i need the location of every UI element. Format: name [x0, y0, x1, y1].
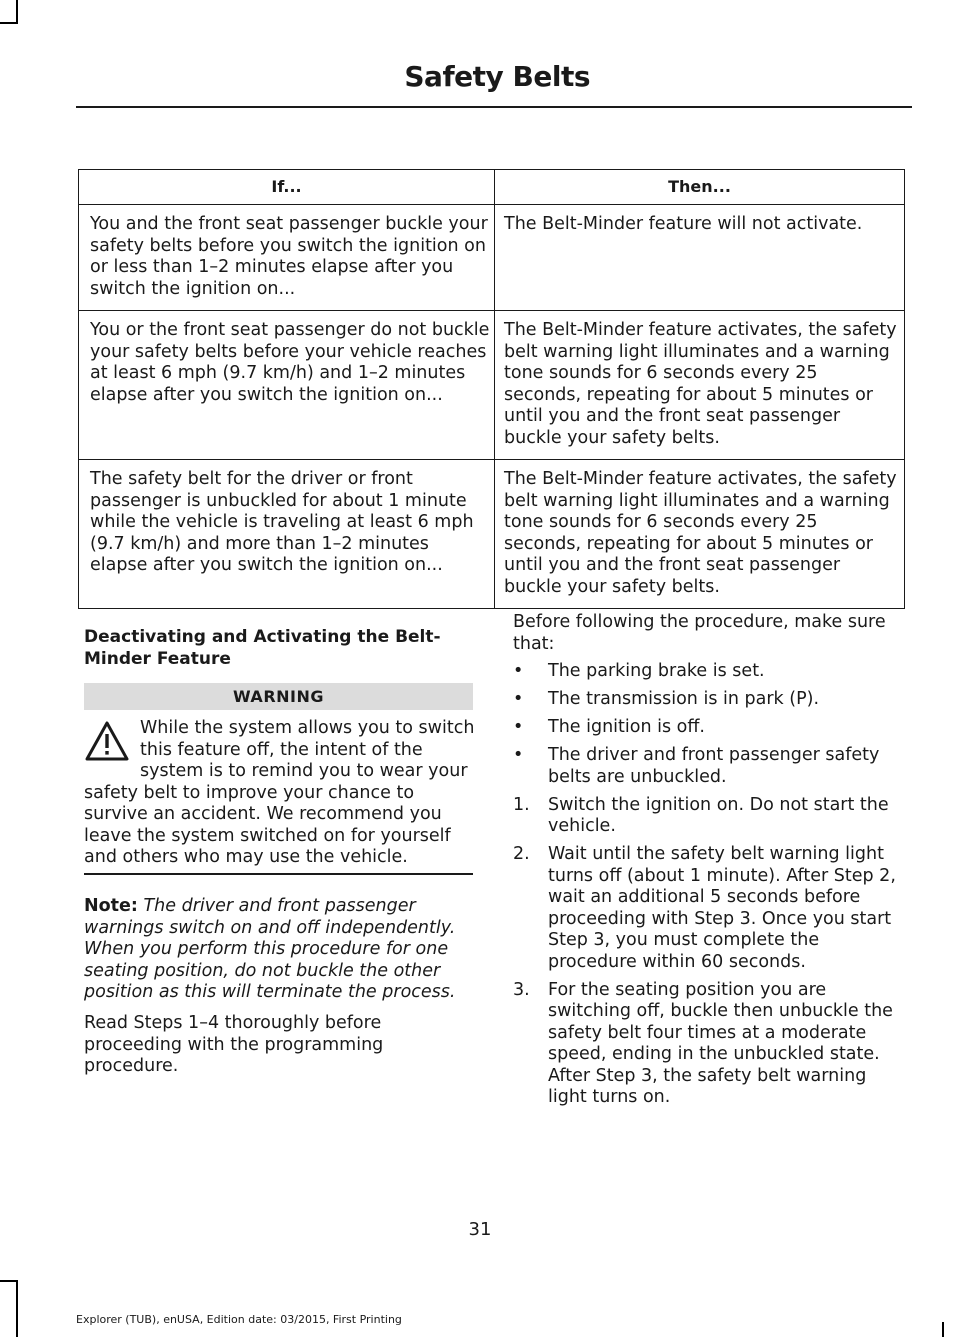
step-item: 3. For the seating position you are switching off, buckle then unbuckle the safety belt four times at a moderate speed, ending in the unbuckled state. After Step 3, the safety belt warning light turns on.	[513, 979, 893, 1107]
table-header-row	[79, 170, 905, 205]
table-cell-if: You or the front seat passenger do not buckle your safety belts before your vehicle reaches at least 6 mph (9.7 km/h) and 1–2 minutes elapse after you switch the ignition on...	[79, 311, 495, 460]
note-label: Note:	[84, 896, 138, 916]
warning-divider	[84, 873, 473, 875]
header-rule	[76, 106, 912, 108]
section-title: Deactivating and Activating the Belt-Minder Feature	[84, 627, 441, 669]
procedure-column	[513, 612, 909, 1115]
table-cell-if: The safety belt for the driver or front passenger is unbuckled for about 1 minute while the vehicle is traveling at least 6 mph (9.7 km/h) and more than 1–2 minutes elapse after you switch the ignition on...	[79, 460, 495, 609]
note-text: The driver and front passenger warnings switch on and off independently. When you perform this procedure for one seating position, do not buckle the other position as this will terminate the process.	[84, 896, 456, 1002]
crop-mark	[16, 0, 18, 24]
list-item: • The parking brake is set.	[513, 661, 765, 681]
column-header-then: Then...	[495, 170, 905, 205]
crop-mark	[0, 1280, 18, 1282]
step-item: 1. Switch the ignition on. Do not start the vehicle.	[513, 794, 889, 836]
table-cell-then: The Belt-Minder feature activates, the safety belt warning light illuminates and a warning tone sounds for 6 seconds every 25 seconds, repeating for about 5 minutes or until you and the front seat passenger buckle your safety belts.	[495, 460, 905, 609]
crop-mark	[16, 1280, 18, 1337]
warning-text-block	[84, 718, 476, 869]
table-row	[79, 205, 905, 311]
belt-minder-table	[78, 169, 905, 609]
crop-mark	[942, 1322, 944, 1337]
note	[84, 896, 476, 1004]
table-cell-if: You and the front seat passenger buckle your safety belts before you switch the ignition on or less than 1–2 minutes elapse after you switch the ignition on...	[79, 205, 495, 311]
page-number: 31	[468, 1219, 492, 1240]
crop-mark	[0, 22, 18, 24]
list-item: • The driver and front passenger safety belts are unbuckled.	[513, 745, 880, 787]
before-intro: Before following the procedure, make sure that:	[513, 612, 886, 654]
precondition-list	[513, 661, 909, 788]
edition-footer: Explorer (TUB), enUSA, Edition date: 03/2015, First Printing	[76, 1313, 402, 1326]
table-cell-then: The Belt-Minder feature activates, the safety belt warning light illuminates and a warning tone sounds for 6 seconds every 25 seconds, repeating for about 5 minutes or until you and the front seat passenger buckle your safety belts.	[495, 311, 905, 460]
step-item: 2. Wait until the safety belt warning light turns off (about 1 minute). After Step 2, wait an additional 5 seconds before proceeding with Step 3. Once you start Step 3, you must complete the procedure within 60 seconds.	[513, 844, 896, 972]
read-steps-paragraph: Read Steps 1–4 thoroughly before proceeding with the programming procedure.	[84, 1013, 384, 1076]
column-header-if: If...	[79, 170, 495, 205]
step-list	[513, 795, 909, 1109]
list-item: • The ignition is off.	[513, 717, 705, 737]
table-cell-then: The Belt-Minder feature will not activate.	[495, 205, 905, 311]
page-title: Safety Belts	[404, 60, 590, 93]
table-row	[79, 311, 905, 460]
warning-label: WARNING	[84, 683, 473, 710]
list-item: • The transmission is in park (P).	[513, 689, 820, 709]
table-row	[79, 460, 905, 609]
warning-text: While the system allows you to switch this feature off, the intent of the system is to remind you to wear your safety belt to improve your chance to survive an accident. We recommend you leave the system switched on for yourself and others who may use the vehicle.	[84, 718, 475, 867]
